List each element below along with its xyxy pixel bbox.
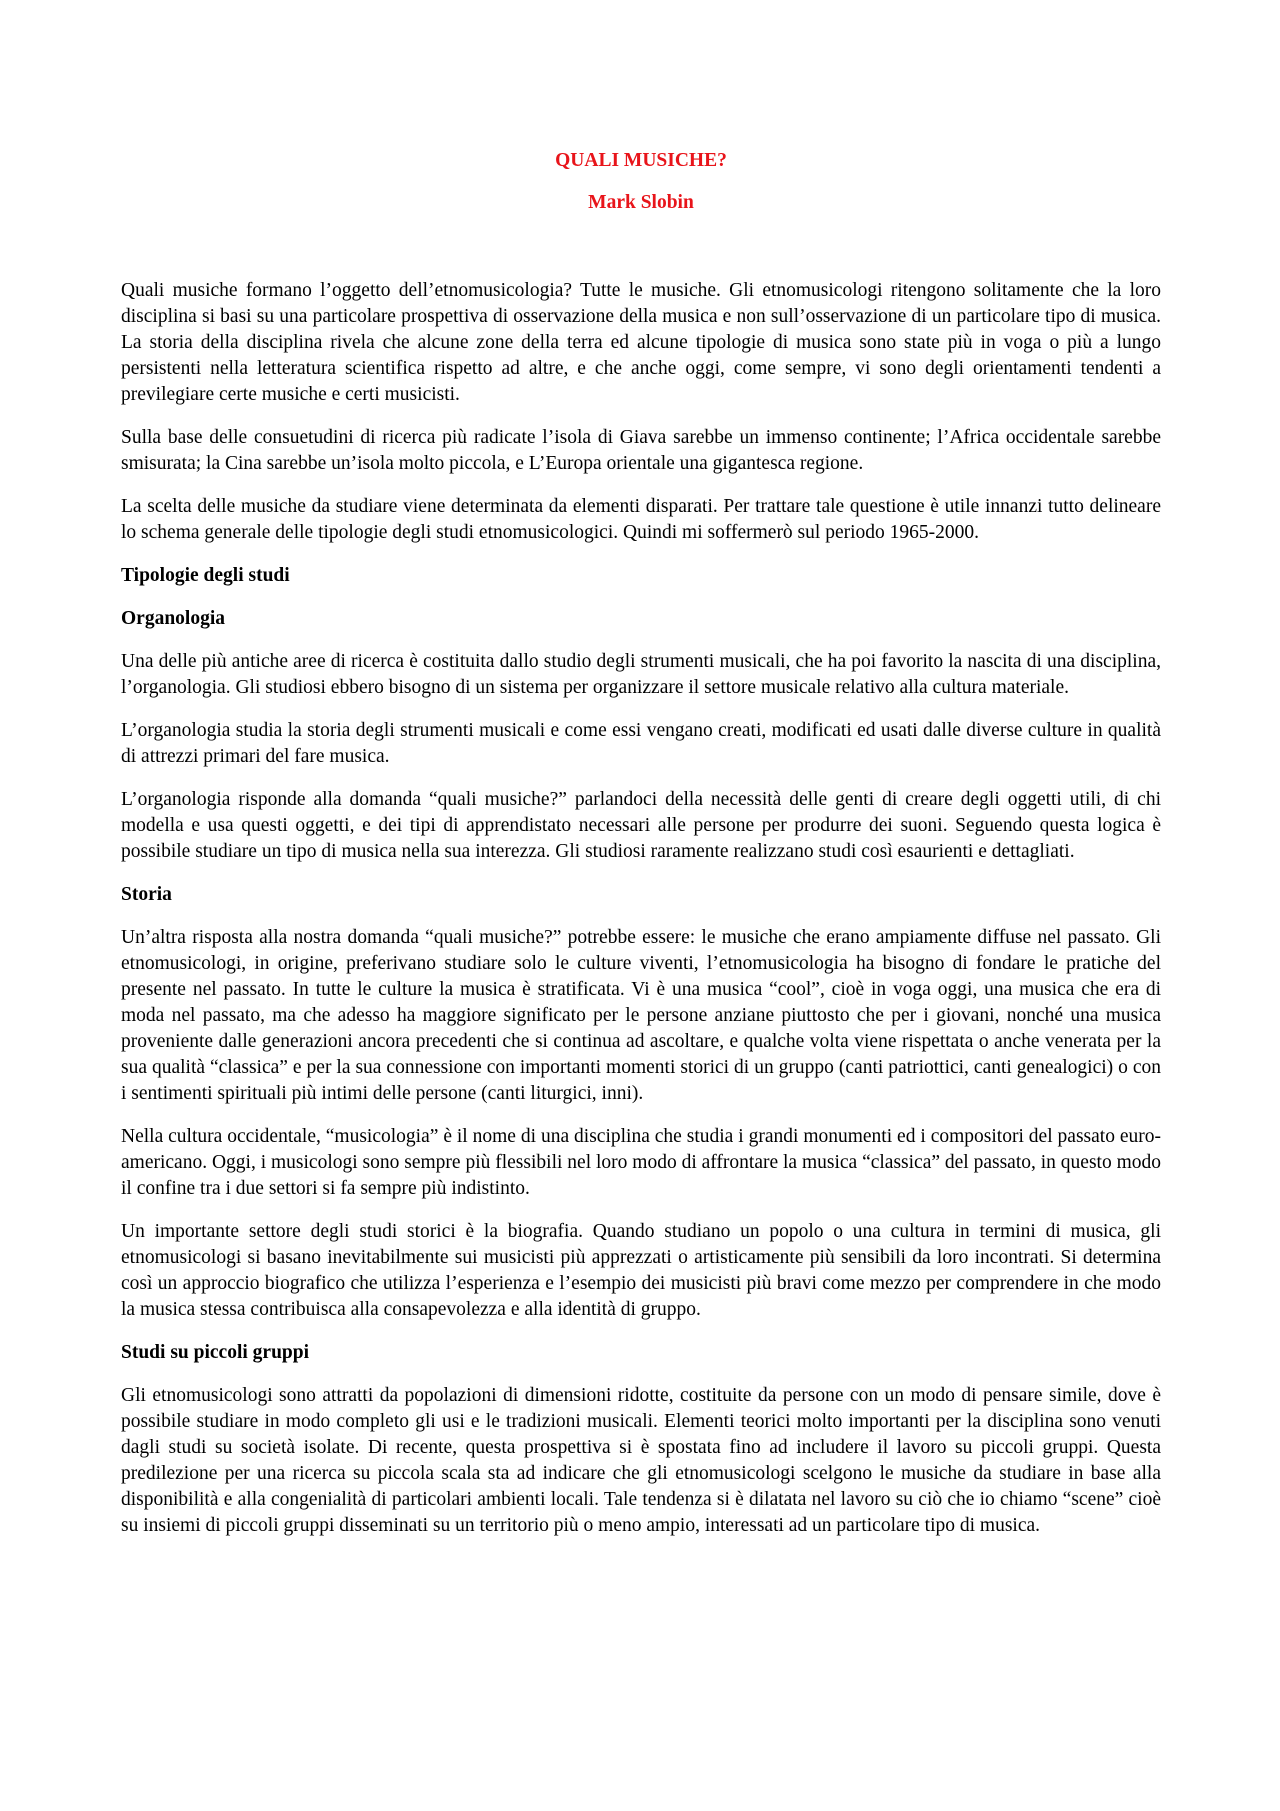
intro-paragraph-2: Sulla base delle consuetudini di ricerca più radicate l’isola di Giava sarebbe un immenso continente; l’Africa occidentale sarebbe smisurata; la Cina sarebbe un’isola molto piccola, e L’Europa orientale una gigantesca regione. xyxy=(121,427,1161,474)
intro-paragraph-3: La scelta delle musiche da studiare viene determinata da elementi disparati. Per trattare tale questione è utile innanzi tutto delineare lo schema generale delle tipologie degli studi etnomusicologici. Quindi mi soffermerò sul periodo 1965-2000. xyxy=(121,496,1161,543)
storia-paragraph-2: Nella cultura occidentale, “musicologia” è il nome di una disciplina che studia i grandi monumenti ed i compositori del passato euro-americano. Oggi, i musicologi sono sempre più flessibili nel loro modo di affrontare la musica “classica” del passato, in questo modo il confine tra i due settori si fa sempre più indistinto. xyxy=(121,1126,1161,1199)
section-heading-storia: Storia xyxy=(121,884,172,905)
spacer xyxy=(121,216,1161,278)
document-title: QUALI MUSICHE? xyxy=(555,150,727,171)
section-heading-organologia: Organologia xyxy=(121,608,226,629)
document-author: Mark Slobin xyxy=(588,192,694,213)
section-heading-tipologie: Tipologie degli studi xyxy=(121,565,290,586)
storia-paragraph-1: Un’altra risposta alla nostra domanda “quali musiche?” potrebbe essere: le musiche che erano ampiamente diffuse nel passato. Gli etnomusicologi, in origine, preferivano studiare solo le culture viventi, l’etnomusicologia ha bisogno di fondare le pratiche del presente nel passato. In tutte le culture la musica è stratificata. Vi è una musica “cool”, cioè in voga oggi, una musica che era di moda nel passato, ma che adesso ha maggiore significato per le persone anziane piuttosto che per i giovani, nonché una musica proveniente dalle generazioni ancora precedenti che si continua ad ascoltare, e qualche volta viene rispettata o anche venerata per la sua qualità “classica” e per la sua connessione con importanti momenti storici di un gruppo (canti patriottici, canti genealogici) o con i sentimenti spirituali più intimi delle persone (canti liturgici, inni). xyxy=(121,927,1161,1104)
storia-paragraph-3: Un importante settore degli studi storici è la biografia. Quando studiano un popolo o una cultura in termini di musica, gli etnomusicologi si basano inevitabilmente sui musicisti più apprezzati o artisticamente più sensibili da loro incontrati. Si determina così un approccio biografico che utilizza l’esperienza e l’esempio dei musicisti più bravi come mezzo per comprendere in che modo la musica stessa contribuisca alla consapevolezza e alla identità di gruppo. xyxy=(121,1221,1161,1320)
organologia-paragraph-1: Una delle più antiche aree di ricerca è costituita dallo studio degli strumenti musicali, che ha poi favorito la nascita di una disciplina, l’organologia. Gli studiosi ebbero bisogno di un sistema per organizzare il settore musicale relativo alla cultura materiale. xyxy=(121,651,1161,698)
intro-paragraph-1: Quali musiche formano l’oggetto dell’etnomusicologia? Tutte le musiche. Gli etnomusicologi ritengono solitamente che la loro disciplina si basi su una particolare prospettiva di osservazione della musica e non sull’osservazione di un particolare tipo di musica. La storia della disciplina rivela che alcune zone della terra ed alcune tipologie di musica sono state più in voga o più a lungo persistenti nella letteratura scientifica rispetto ad altre, e che anche oggi, come sempre, vi sono degli orientamenti tendenti a previlegiare certe musiche e certi musicisti. xyxy=(121,280,1161,405)
piccoli-gruppi-paragraph-1: Gli etnomusicologi sono attratti da popolazioni di dimensioni ridotte, costituite da persone con un modo di pensare simile, dove è possibile studiare in modo completo gli usi e le tradizioni musicali. Elementi teorici molto importanti per la disciplina sono venuti dagli studi su società isolate. Di recente, questa prospettiva si è spostata fino ad includere il lavoro su piccoli gruppi. Questa predilezione per una ricerca su piccola scala sta ad indicare che gli etnomusicologi scelgono le musiche da studiare in base alla disponibilità e alla congenialità di particolari ambienti locali. Tale tendenza si è dilatata nel lavoro su ciò che io chiamo “scene” cioè su insiemi di piccoli gruppi disseminati su un territorio più o meno ampio, interessati ad un particolare tipo di musica. xyxy=(121,1385,1161,1536)
section-heading-piccoli-gruppi: Studi su piccoli gruppi xyxy=(121,1342,310,1363)
document-page xyxy=(121,148,1161,1556)
organologia-paragraph-2: L’organologia studia la storia degli strumenti musicali e come essi vengano creati, modificati ed usati dalle diverse culture in qualità di attrezzi primari del fare musica. xyxy=(121,720,1161,767)
organologia-paragraph-3: L’organologia risponde alla domanda “quali musiche?” parlandoci della necessità delle genti di creare degli oggetti utili, di chi modella e usa questi oggetti, e dei tipi di apprendistato necessari alle persone per produrre dei suoni. Seguendo questa logica è possibile studiare un tipo di musica nella sua interezza. Gli studiosi raramente realizzano studi così esaurienti e dettagliati. xyxy=(121,789,1161,862)
